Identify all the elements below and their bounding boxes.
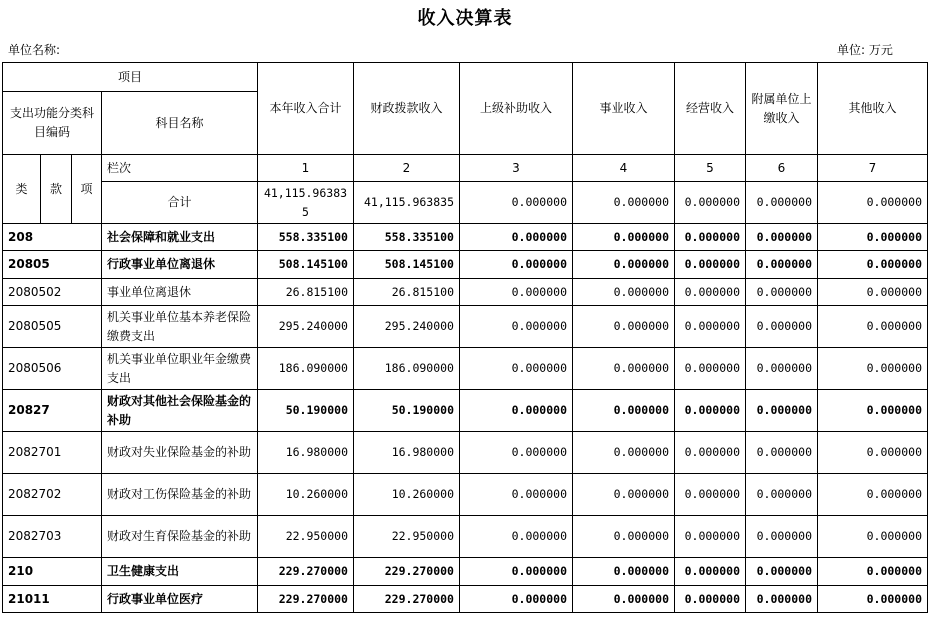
income-table bbox=[2, 62, 928, 613]
header-subject-name: 科目名称 bbox=[102, 92, 258, 155]
header-col-3: 上级补助收入 bbox=[460, 63, 573, 155]
row-code: 2080502 bbox=[3, 279, 102, 306]
row-value-1: 186.090000 bbox=[258, 348, 354, 390]
col-num-6: 6 bbox=[746, 155, 818, 182]
header-xiang: 项 bbox=[72, 155, 102, 224]
header-col-6: 附属单位上缴收入 bbox=[746, 63, 818, 155]
row-name: 卫生健康支出 bbox=[102, 558, 258, 586]
row-value-1: 295.240000 bbox=[258, 306, 354, 348]
row-code: 2080505 bbox=[3, 306, 102, 348]
col-num-3: 3 bbox=[460, 155, 573, 182]
total-row bbox=[3, 182, 928, 224]
row-value-6: 0.000000 bbox=[746, 390, 818, 432]
row-value-7: 0.000000 bbox=[818, 306, 928, 348]
row-value-7: 0.000000 bbox=[818, 224, 928, 251]
row-name: 财政对其他社会保险基金的补助 bbox=[102, 390, 258, 432]
unit-label: 单位: 万元 bbox=[837, 43, 893, 57]
table-row bbox=[3, 558, 928, 586]
header-row-1 bbox=[3, 63, 928, 92]
header-col-5: 经营收入 bbox=[675, 63, 746, 155]
row-name: 行政事业单位医疗 bbox=[102, 586, 258, 613]
header-func-code: 支出功能分类科目编码 bbox=[3, 92, 102, 155]
total-value-5: 0.000000 bbox=[675, 182, 746, 224]
table-row bbox=[3, 279, 928, 306]
row-value-1: 558.335100 bbox=[258, 224, 354, 251]
row-code: 21011 bbox=[3, 586, 102, 613]
row-code: 210 bbox=[3, 558, 102, 586]
row-value-7: 0.000000 bbox=[818, 474, 928, 516]
row-value-6: 0.000000 bbox=[746, 279, 818, 306]
row-value-7: 0.000000 bbox=[818, 432, 928, 474]
row-value-3: 0.000000 bbox=[460, 474, 573, 516]
row-value-6: 0.000000 bbox=[746, 251, 818, 279]
row-value-7: 0.000000 bbox=[818, 348, 928, 390]
row-name: 财政对生育保险基金的补助 bbox=[102, 516, 258, 558]
row-value-1: 22.950000 bbox=[258, 516, 354, 558]
row-value-2: 558.335100 bbox=[354, 224, 460, 251]
table-row bbox=[3, 586, 928, 613]
header-col-4: 事业收入 bbox=[573, 63, 675, 155]
row-value-6: 0.000000 bbox=[746, 348, 818, 390]
row-value-3: 0.000000 bbox=[460, 516, 573, 558]
table-row bbox=[3, 390, 928, 432]
row-value-1: 16.980000 bbox=[258, 432, 354, 474]
row-value-4: 0.000000 bbox=[573, 474, 675, 516]
header-col-1: 本年收入合计 bbox=[258, 63, 354, 155]
row-value-6: 0.000000 bbox=[746, 306, 818, 348]
row-name: 机关事业单位基本养老保险缴费支出 bbox=[102, 306, 258, 348]
col-num-4: 4 bbox=[573, 155, 675, 182]
row-code: 20827 bbox=[3, 390, 102, 432]
total-value-4: 0.000000 bbox=[573, 182, 675, 224]
row-value-4: 0.000000 bbox=[573, 306, 675, 348]
row-name: 机关事业单位职业年金缴费支出 bbox=[102, 348, 258, 390]
row-value-3: 0.000000 bbox=[460, 306, 573, 348]
row-value-7: 0.000000 bbox=[818, 251, 928, 279]
table-row bbox=[3, 516, 928, 558]
row-value-5: 0.000000 bbox=[675, 224, 746, 251]
row-value-3: 0.000000 bbox=[460, 390, 573, 432]
row-value-5: 0.000000 bbox=[675, 516, 746, 558]
row-value-4: 0.000000 bbox=[573, 586, 675, 613]
col-num-5: 5 bbox=[675, 155, 746, 182]
row-value-2: 229.270000 bbox=[354, 586, 460, 613]
total-value-2: 41,115.963835 bbox=[354, 182, 460, 224]
row-value-3: 0.000000 bbox=[460, 586, 573, 613]
row-value-2: 26.815100 bbox=[354, 279, 460, 306]
table-row bbox=[3, 432, 928, 474]
row-value-2: 186.090000 bbox=[354, 348, 460, 390]
row-value-2: 295.240000 bbox=[354, 306, 460, 348]
header-row-3 bbox=[3, 155, 928, 182]
row-value-6: 0.000000 bbox=[746, 586, 818, 613]
row-code: 2082703 bbox=[3, 516, 102, 558]
col-num-1: 1 bbox=[258, 155, 354, 182]
row-name: 财政对失业保险基金的补助 bbox=[102, 432, 258, 474]
row-code: 208 bbox=[3, 224, 102, 251]
row-name: 社会保障和就业支出 bbox=[102, 224, 258, 251]
row-value-4: 0.000000 bbox=[573, 224, 675, 251]
row-value-2: 16.980000 bbox=[354, 432, 460, 474]
row-value-5: 0.000000 bbox=[675, 586, 746, 613]
col-num-7: 7 bbox=[818, 155, 928, 182]
table-row bbox=[3, 474, 928, 516]
header-kuan: 款 bbox=[41, 155, 72, 224]
row-value-5: 0.000000 bbox=[675, 279, 746, 306]
total-value-1: 41,115.963835 bbox=[258, 182, 354, 224]
row-value-2: 22.950000 bbox=[354, 516, 460, 558]
row-name: 行政事业单位离退休 bbox=[102, 251, 258, 279]
header-lei: 类 bbox=[3, 155, 41, 224]
row-value-5: 0.000000 bbox=[675, 348, 746, 390]
row-value-5: 0.000000 bbox=[675, 432, 746, 474]
row-value-7: 0.000000 bbox=[818, 390, 928, 432]
row-value-5: 0.000000 bbox=[675, 558, 746, 586]
row-value-7: 0.000000 bbox=[818, 586, 928, 613]
row-value-6: 0.000000 bbox=[746, 516, 818, 558]
row-value-5: 0.000000 bbox=[675, 306, 746, 348]
row-value-5: 0.000000 bbox=[675, 251, 746, 279]
row-value-6: 0.000000 bbox=[746, 432, 818, 474]
row-value-2: 10.260000 bbox=[354, 474, 460, 516]
table-row bbox=[3, 348, 928, 390]
row-value-1: 10.260000 bbox=[258, 474, 354, 516]
header-col-2: 财政拨款收入 bbox=[354, 63, 460, 155]
unit-name-label: 单位名称: bbox=[8, 43, 61, 57]
row-value-1: 26.815100 bbox=[258, 279, 354, 306]
row-value-4: 0.000000 bbox=[573, 390, 675, 432]
row-value-3: 0.000000 bbox=[460, 251, 573, 279]
row-value-4: 0.000000 bbox=[573, 279, 675, 306]
total-label: 合计 bbox=[102, 182, 258, 224]
total-value-3: 0.000000 bbox=[460, 182, 573, 224]
row-value-6: 0.000000 bbox=[746, 558, 818, 586]
row-value-1: 229.270000 bbox=[258, 558, 354, 586]
col-num-2: 2 bbox=[354, 155, 460, 182]
row-code: 20805 bbox=[3, 251, 102, 279]
row-value-6: 0.000000 bbox=[746, 474, 818, 516]
table-row bbox=[3, 306, 928, 348]
row-value-3: 0.000000 bbox=[460, 432, 573, 474]
row-value-2: 229.270000 bbox=[354, 558, 460, 586]
row-value-3: 0.000000 bbox=[460, 558, 573, 586]
row-code: 2080506 bbox=[3, 348, 102, 390]
row-value-4: 0.000000 bbox=[573, 348, 675, 390]
total-value-6: 0.000000 bbox=[746, 182, 818, 224]
row-code: 2082702 bbox=[3, 474, 102, 516]
row-value-3: 0.000000 bbox=[460, 348, 573, 390]
row-value-4: 0.000000 bbox=[573, 251, 675, 279]
row-value-1: 508.145100 bbox=[258, 251, 354, 279]
row-value-6: 0.000000 bbox=[746, 224, 818, 251]
row-value-7: 0.000000 bbox=[818, 558, 928, 586]
header-lanci: 栏次 bbox=[102, 155, 258, 182]
row-name: 财政对工伤保险基金的补助 bbox=[102, 474, 258, 516]
row-value-4: 0.000000 bbox=[573, 516, 675, 558]
table-row bbox=[3, 251, 928, 279]
header-item: 项目 bbox=[3, 63, 258, 92]
row-value-5: 0.000000 bbox=[675, 390, 746, 432]
row-value-5: 0.000000 bbox=[675, 474, 746, 516]
header-col-7: 其他收入 bbox=[818, 63, 928, 155]
row-code: 2082701 bbox=[3, 432, 102, 474]
row-value-7: 0.000000 bbox=[818, 516, 928, 558]
total-value-7: 0.000000 bbox=[818, 182, 928, 224]
row-value-2: 50.190000 bbox=[354, 390, 460, 432]
row-name: 事业单位离退休 bbox=[102, 279, 258, 306]
table-row bbox=[3, 224, 928, 251]
row-value-3: 0.000000 bbox=[460, 224, 573, 251]
page-title: 收入决算表 bbox=[417, 8, 513, 29]
row-value-2: 508.145100 bbox=[354, 251, 460, 279]
row-value-4: 0.000000 bbox=[573, 432, 675, 474]
row-value-1: 50.190000 bbox=[258, 390, 354, 432]
row-value-4: 0.000000 bbox=[573, 558, 675, 586]
row-value-3: 0.000000 bbox=[460, 279, 573, 306]
row-value-1: 229.270000 bbox=[258, 586, 354, 613]
row-value-7: 0.000000 bbox=[818, 279, 928, 306]
